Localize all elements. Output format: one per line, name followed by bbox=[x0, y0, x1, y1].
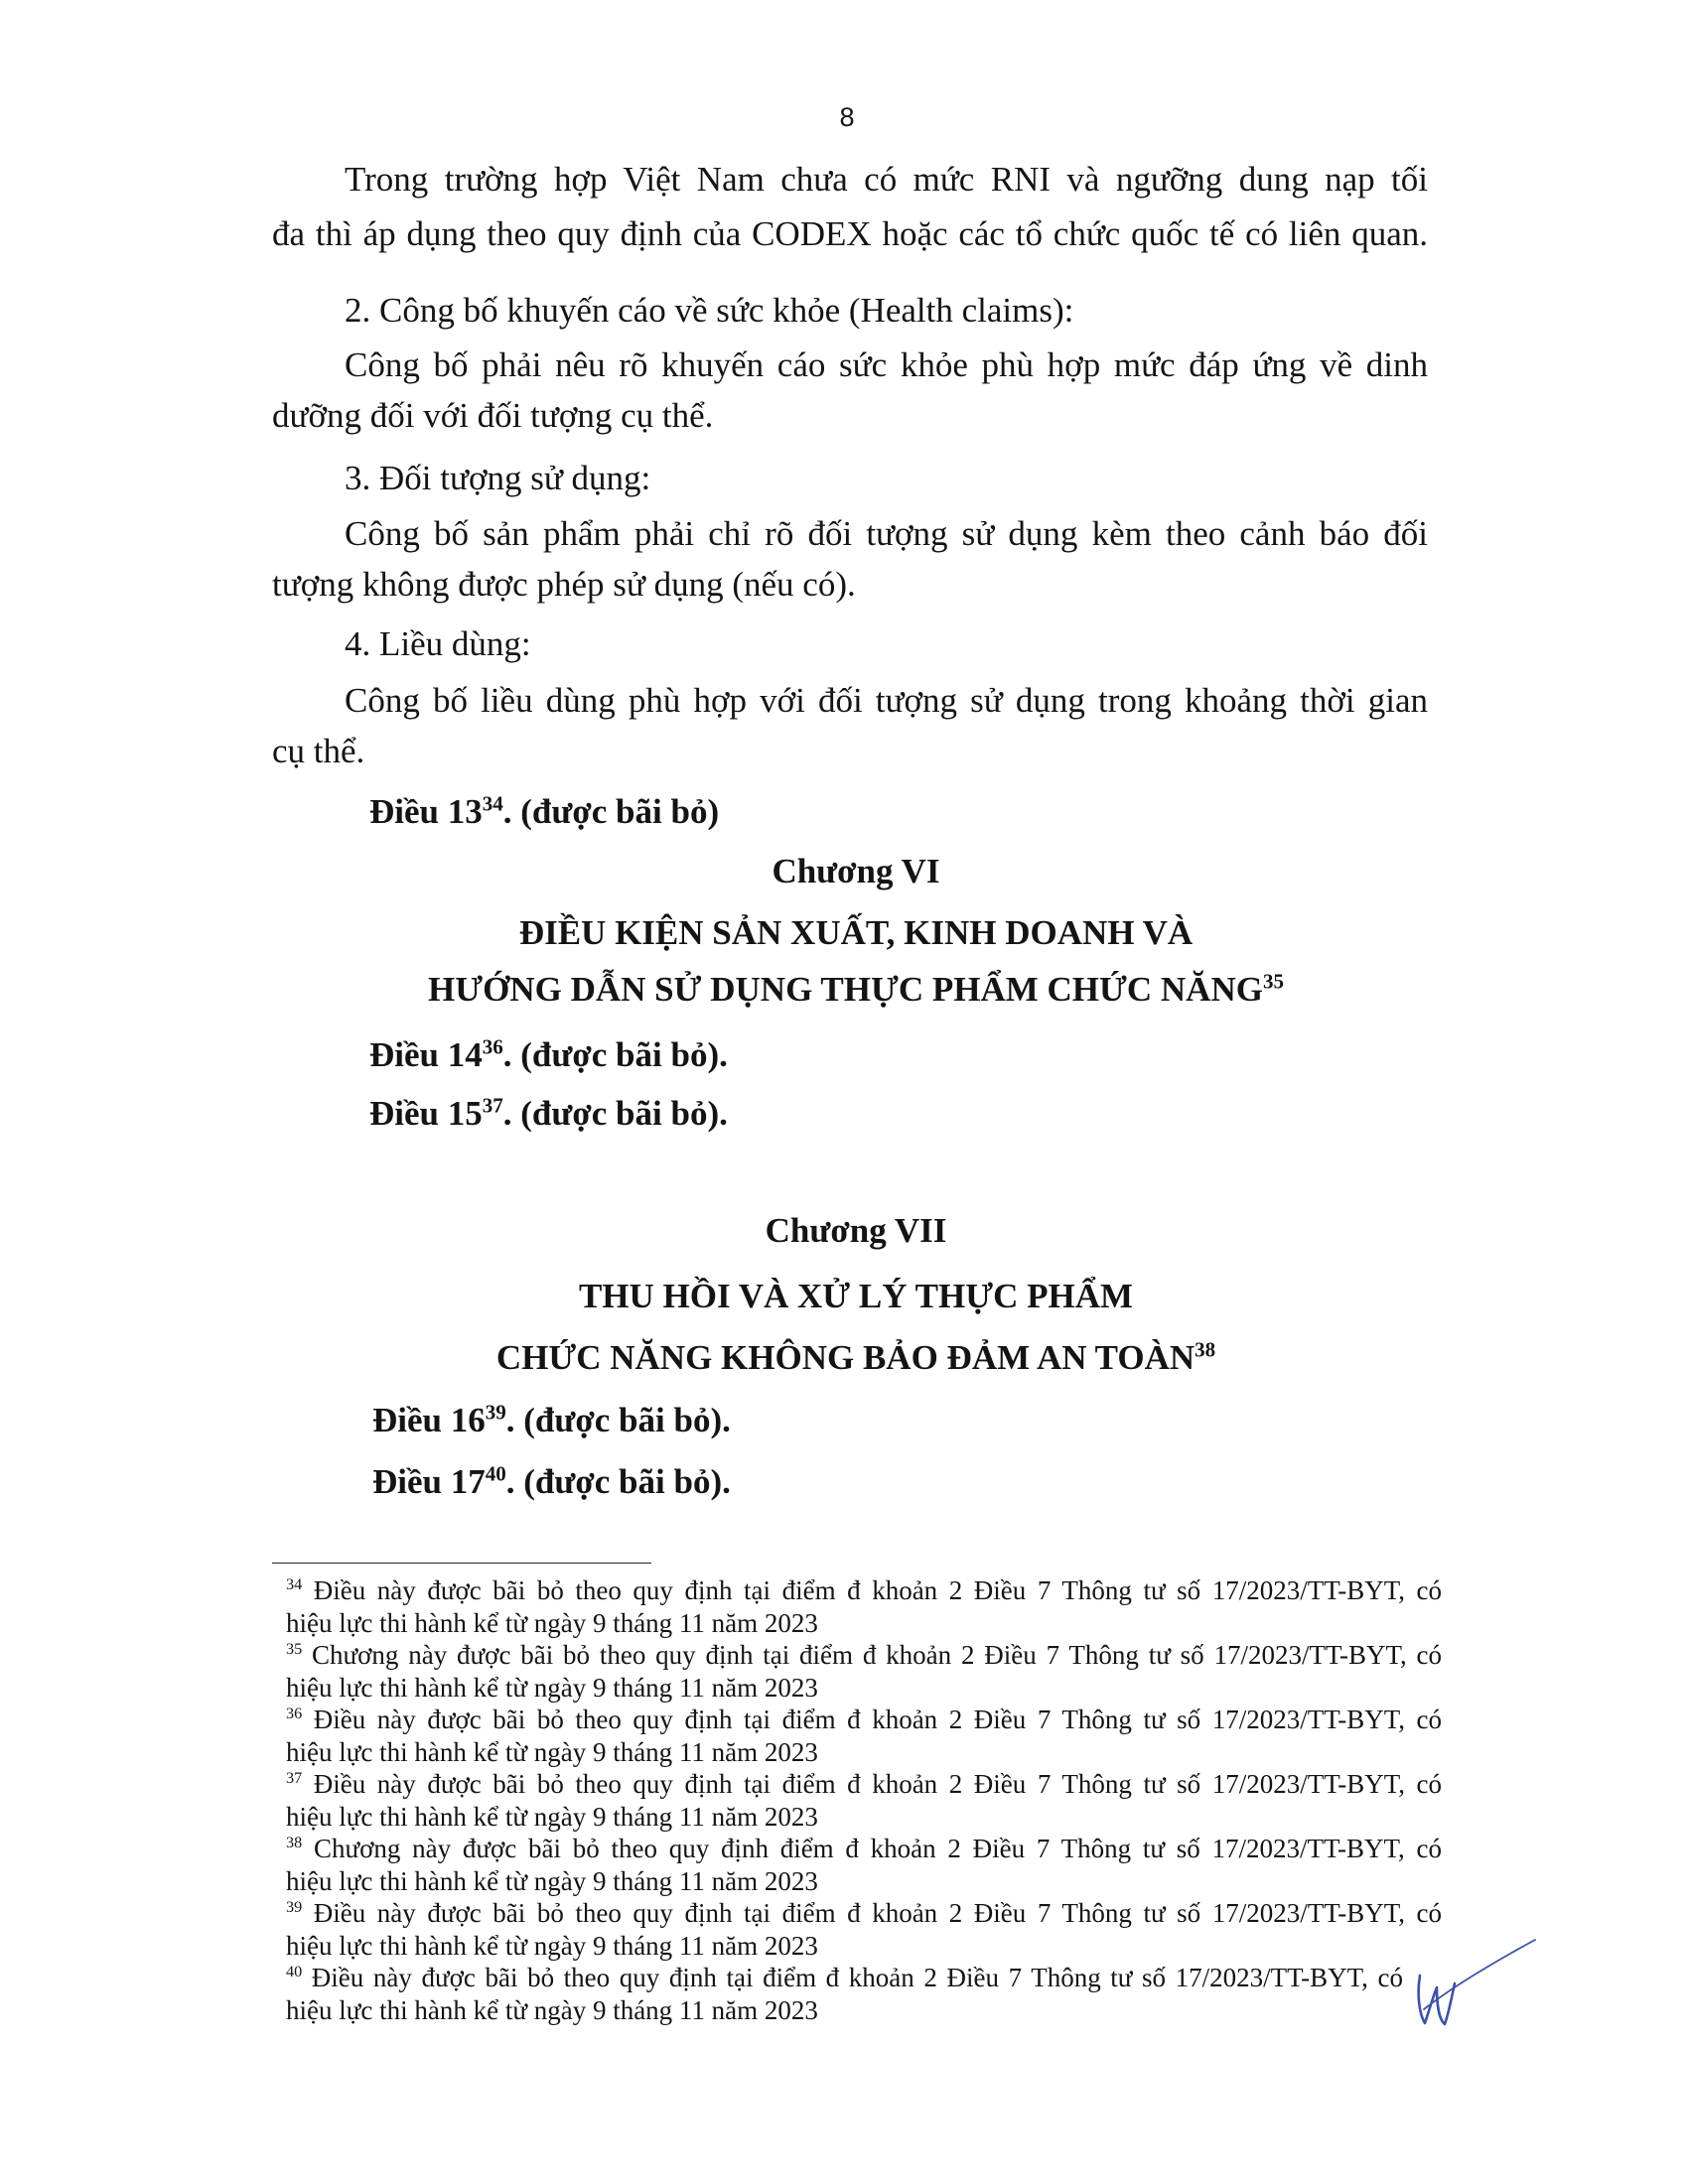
footnotes bbox=[286, 1574, 1442, 2026]
chapter-heading-text: CHỨC NĂNG KHÔNG BẢO ĐẢM AN TOÀN bbox=[495, 1338, 1196, 1377]
footnote-number: 38 bbox=[286, 1834, 303, 1851]
footnote-number: 35 bbox=[286, 1640, 303, 1658]
chapter-heading-text: HƯỚNG DẪN SỬ DỤNG THỰC PHẨM CHỨC NĂNG bbox=[428, 970, 1263, 1009]
footnote-ref: 36 bbox=[482, 1034, 503, 1059]
body-line: Công bố sản phẩm phải chỉ rõ đối tượng sử dụng kèm theo cảnh báo đối bbox=[345, 514, 1428, 553]
article-status: . (được bãi bỏ). bbox=[505, 1401, 731, 1439]
footnote-number: 34 bbox=[286, 1575, 303, 1593]
footnote-39 bbox=[286, 1897, 1442, 1962]
body-line: tượng không được phép sử dụng (nếu có). bbox=[272, 565, 856, 604]
footnote-text: Chương này được bãi bỏ theo quy định điểm đ khoản 2 Điều 7 Thông tư số 17/2023/TT-BYT, có bbox=[313, 1834, 1442, 1863]
footnote-line bbox=[286, 1574, 1442, 1607]
footnote-ref: 34 bbox=[482, 791, 503, 816]
footnote-ref: 35 bbox=[1262, 969, 1284, 994]
article-status: . (được bãi bỏ). bbox=[505, 1462, 731, 1501]
footnote-line bbox=[286, 1704, 1442, 1736]
article-label: Điều 16 bbox=[372, 1401, 486, 1439]
footnote-line: hiệu lực thi hành kể từ ngày 9 tháng 11 năm 2023 bbox=[286, 1865, 818, 1896]
footnote-37 bbox=[286, 1768, 1442, 1833]
page-number: 8 bbox=[839, 102, 855, 132]
footnote-line bbox=[286, 1768, 1442, 1801]
article-13 bbox=[369, 790, 719, 834]
footnote-line: hiệu lực thi hành kể từ ngày 9 tháng 11 năm 2023 bbox=[286, 1994, 818, 2025]
dosage-heading: 4. Liều dùng: bbox=[345, 624, 531, 663]
article-17 bbox=[372, 1460, 731, 1504]
article-label: Điều 13 bbox=[369, 792, 483, 831]
footnote-text: Điều này được bãi bỏ theo quy định tại điểm đ khoản 2 Điều 7 Thông tư số 17/2023/TT-BYT, có bbox=[313, 1575, 1443, 1605]
footnote-line bbox=[286, 1897, 1442, 1930]
footnote-34 bbox=[286, 1574, 1442, 1639]
footnote-text: Điều này được bãi bỏ theo quy định tại điểm đ khoản 2 Điều 7 Thông tư số 17/2023/TT-BYT, có bbox=[313, 1769, 1443, 1799]
footnote-line: hiệu lực thi hành kể từ ngày 9 tháng 11 năm 2023 bbox=[286, 1672, 818, 1703]
chapter-6-heading-line bbox=[272, 968, 1440, 1012]
footnote-line bbox=[286, 1639, 1442, 1672]
footnote-line: hiệu lực thi hành kể từ ngày 9 tháng 11 năm 2023 bbox=[286, 1607, 818, 1638]
footnote-number: 40 bbox=[286, 1963, 303, 1980]
footnote-ref: 39 bbox=[485, 1400, 506, 1425]
body-line: Công bố liều dùng phù hợp với đối tượng sử dụng trong khoảng thời gian bbox=[345, 681, 1428, 720]
chapter-6-heading-line: ĐIỀU KIỆN SẢN XUẤT, KINH DOANH VÀ bbox=[518, 913, 1194, 952]
footnote-number: 37 bbox=[286, 1769, 303, 1787]
body-line: cụ thể. bbox=[272, 732, 365, 770]
article-status: . (được bãi bỏ). bbox=[502, 1094, 728, 1133]
chapter-7-heading-line: THU HỒI VÀ XỬ LÝ THỰC PHẨM bbox=[578, 1277, 1134, 1315]
signature-mark bbox=[1400, 1926, 1549, 2035]
body-line: dưỡng đối với đối tượng cụ thể. bbox=[272, 396, 714, 435]
footnote-text: Điều này được bãi bỏ theo quy định tại điểm đ khoản 2 Điều 7 Thông tư số 17/2023/TT-BYT, có bbox=[313, 1898, 1443, 1928]
footnote-line: hiệu lực thi hành kể từ ngày 9 tháng 11 năm 2023 bbox=[286, 1801, 818, 1832]
chapter-7-heading-line bbox=[272, 1336, 1440, 1380]
article-label: Điều 14 bbox=[369, 1035, 483, 1074]
footnote-38 bbox=[286, 1833, 1442, 1897]
footnote-text: Điều này được bãi bỏ theo quy định tại điểm đ khoản 2 Điều 7 Thông tư số 17/2023/TT-BYT, có bbox=[313, 1705, 1443, 1734]
article-label: Điều 15 bbox=[369, 1094, 483, 1133]
chapter-7-title: Chương VII bbox=[765, 1211, 947, 1250]
footnote-35 bbox=[286, 1639, 1442, 1704]
footnote-line bbox=[286, 1833, 1442, 1865]
article-15 bbox=[369, 1092, 728, 1136]
article-label: Điều 17 bbox=[372, 1462, 486, 1501]
article-status: . (được bãi bỏ). bbox=[502, 1035, 728, 1074]
article-16 bbox=[372, 1399, 731, 1442]
footnote-number: 39 bbox=[286, 1898, 303, 1916]
target-users-heading: 3. Đối tượng sử dụng: bbox=[345, 459, 651, 497]
footnote-text: Điều này được bãi bỏ theo quy định tại điểm đ khoản 2 Điều 7 Thông tư số 17/2023/TT-BYT, có bbox=[311, 1963, 1404, 1992]
footnote-ref: 40 bbox=[485, 1461, 506, 1486]
article-14 bbox=[369, 1033, 728, 1077]
article-status: . (được bãi bỏ) bbox=[502, 792, 720, 831]
footnote-separator bbox=[272, 1563, 651, 1564]
footnote-text: Chương này được bãi bỏ theo quy định tại điểm đ khoản 2 Điều 7 Thông tư số 17/2023/TT-BYT, có bbox=[312, 1640, 1442, 1670]
footnote-number: 36 bbox=[286, 1705, 303, 1722]
body-line: đa thì áp dụng theo quy định của CODEX hoặc các tổ chức quốc tế có liên quan. bbox=[272, 214, 1428, 253]
footnote-line bbox=[286, 1962, 1403, 1994]
footnote-36 bbox=[286, 1704, 1442, 1768]
footnote-ref: 38 bbox=[1195, 1337, 1216, 1362]
footnote-line: hiệu lực thi hành kể từ ngày 9 tháng 11 năm 2023 bbox=[286, 1930, 818, 1961]
chapter-6-title: Chương VI bbox=[772, 852, 940, 890]
body-line: Công bố phải nêu rõ khuyến cáo sức khỏe phù hợp mức đáp ứng về dinh bbox=[345, 345, 1428, 384]
footnote-ref: 37 bbox=[482, 1093, 503, 1118]
footnote-40 bbox=[286, 1962, 1442, 2026]
footnote-line: hiệu lực thi hành kể từ ngày 9 tháng 11 năm 2023 bbox=[286, 1736, 818, 1767]
health-claims-heading: 2. Công bố khuyến cáo về sức khỏe (Health claims): bbox=[345, 291, 1074, 330]
body-line: Trong trường hợp Việt Nam chưa có mức RNI và ngưỡng dung nạp tối bbox=[345, 160, 1428, 199]
